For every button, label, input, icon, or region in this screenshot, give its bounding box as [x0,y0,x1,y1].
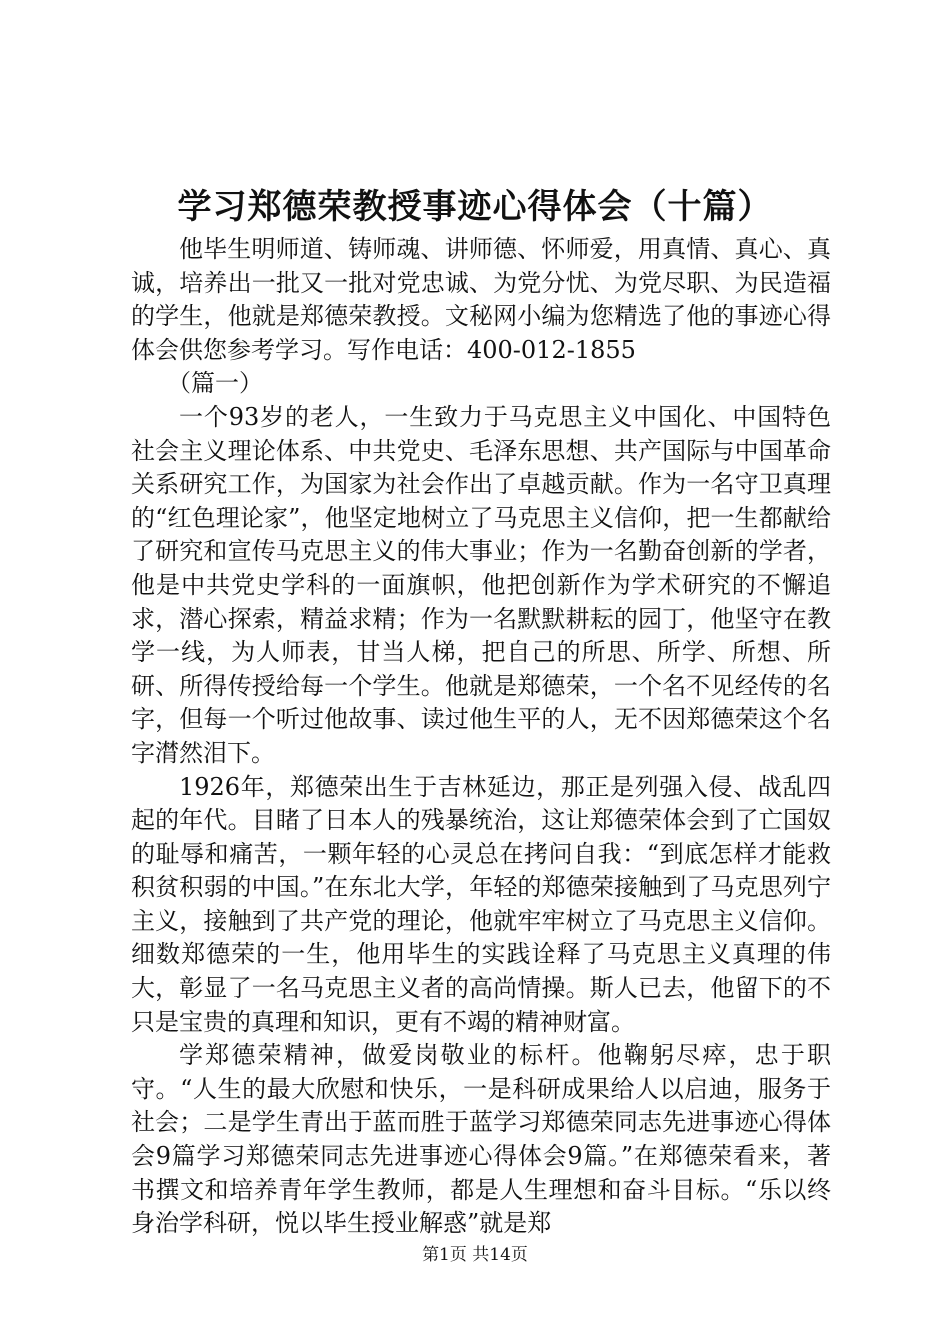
page-footer: 第1页 共14页 [422,1245,528,1265]
document-body [131,233,831,1241]
intro-paragraph: 他毕生明师道、铸师魂、讲师德、怀师爱，用真情、真心、真诚，培养出一批又一批对党忠诚、为党分忧、为党尽职、为民造福的学生，他就是郑德荣教授。文秘网小编为您精选了他的事迹心得体会供您参考学习。写作电话：400-012-1855 [131,235,831,364]
body-paragraph-3: 学郑德荣精神，做爱岗敬业的标杆。他鞠躬尽瘁，忠于职守。“人生的最大欣慰和快乐，一是科研成果给人以启迪，服务于社会；二是学生青出于蓝而胜于蓝学习郑德荣同志先进事迹心得体会9篇学习郑德荣同志先进事迹心得体会9篇。”在郑德荣看来，著书撰文和培养青年学生教师，都是人生理想和奋斗目标。“乐以终身治学科研，悦以毕生授业解惑”就是郑 [131,1041,831,1238]
body-paragraph-1: 一个93岁的老人，一生致力于马克思主义中国化、中国特色社会主义理论体系、中共党史、毛泽东思想、共产国际与中国革命关系研究工作，为国家为社会作出了卓越贡献。作为一名守卫真理的“红色理论家”，他坚定地树立了马克思主义信仰，把一生都献给了研究和宣传马克思主义的伟大事业；作为一名勤奋创新的学者，他是中共党史学科的一面旗帜，他把创新作为学术研究的不懈追求，潜心探索，精益求精；作为一名默默耕耘的园丁，他坚守在教学一线，为人师表，甘当人梯，把自己的所思、所学、所想、所研、所得传授给每一个学生。他就是郑德荣，一个名不见经传的名字，但每一个听过他故事、读过他生平的人，无不因郑德荣这个名字潸然泪下。 [131,402,831,767]
section-heading: （篇一） [167,369,263,398]
body-paragraph-2: 1926年，郑德荣出生于吉林延边，那正是列强入侵、战乱四起的年代。目睹了日本人的残暴统治，这让郑德荣体会到了亡国奴的耻辱和痛苦，一颗年轻的心灵总在拷问自我：“到底怎样才能救积贫积弱的中国。”在东北大学，年轻的郑德荣接触到了马克思列宁主义，接触到了共产党的理论，他就牢牢树立了马克思主义信仰。细数郑德荣的一生，他用毕生的实践诠释了马克思主义真理的伟大，彰显了一名马克思主义者的高尚情操。斯人已去，他留下的不只是宝贵的真理和知识，更有不竭的精神财富。 [131,772,831,1036]
document-title: 学习郑德荣教授事迹心得体会（十篇） [177,187,773,227]
